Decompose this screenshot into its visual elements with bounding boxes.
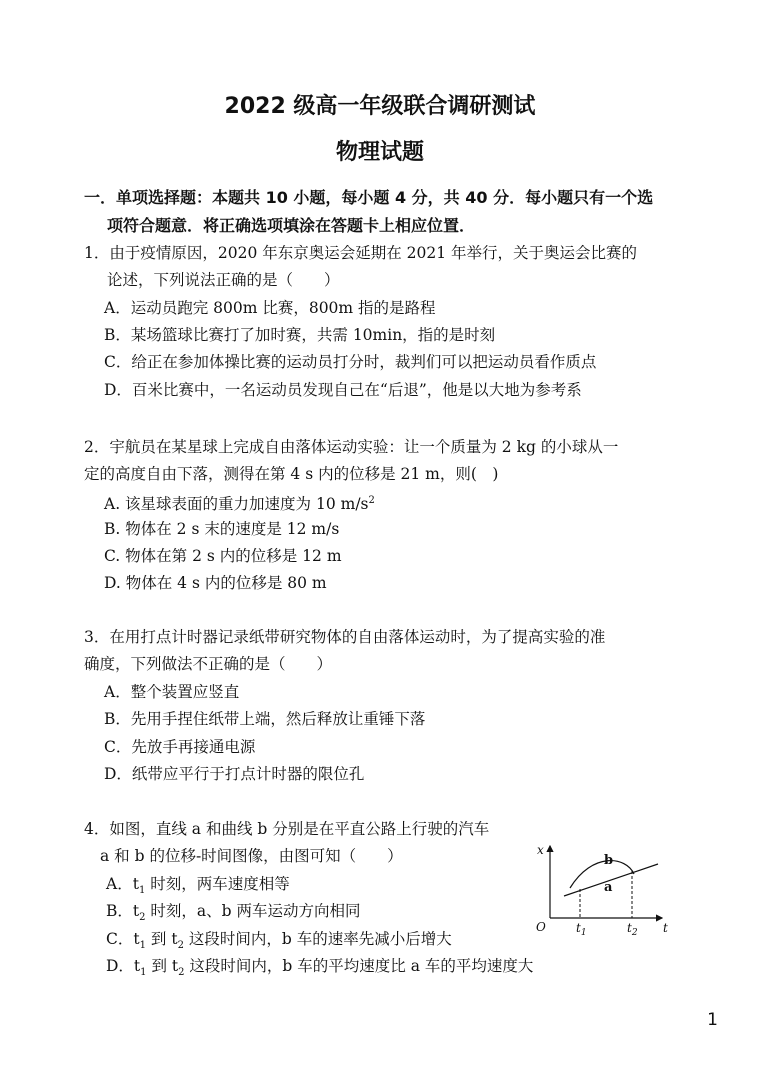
- q1-option-b: B．某场篮球比赛打了加时赛，共需 10min，指的是时刻: [104, 326, 496, 344]
- q4-option-b-sub: 2: [139, 912, 146, 924]
- q1-option-c: C．给正在参加体操比赛的运动员打分时，裁判们可以把运动员看作质点: [104, 353, 597, 371]
- q4-option-b-post: 时刻，a、b 两车运动方向相同: [145, 902, 361, 920]
- q1-option-a: A．运动员跑完 800m 比赛，800m 指的是路程: [104, 299, 436, 317]
- line-a-label: a: [604, 880, 613, 895]
- q1-stem-line2: 论述，下列说法正确的是（ ）: [107, 271, 340, 289]
- q2-option-a-exponent: 2: [368, 495, 375, 506]
- q3-stem-line1: 3．在用打点计时器记录纸带研究物体的自由落体运动时，为了提高实验的准: [84, 628, 606, 646]
- y-axis-label: x: [537, 843, 544, 857]
- x-axis-label: t: [663, 921, 668, 935]
- origin-label: O: [536, 920, 546, 934]
- q4-option-b: [106, 900, 361, 929]
- q4-stem-line1: 4．如图，直线 a 和曲线 b 分别是在平直公路上行驶的汽车: [84, 820, 490, 838]
- curve-b: [570, 861, 634, 888]
- q2-option-a: [104, 490, 375, 515]
- q3-option-d: D．纸带应平行于打点计时器的限位孔: [104, 765, 365, 783]
- position-time-graph: [534, 838, 684, 938]
- q4-option-c-sub2: 2: [177, 940, 184, 952]
- page-subtitle: 物理试题: [335, 140, 424, 165]
- section-heading-line2: 项符合题意．将正确选项填涂在答题卡上相应位置．: [107, 216, 476, 235]
- t2-tick-label: $t_2$: [627, 921, 638, 938]
- q2-option-d: D. 物体在 4 s 内的位移是 80 m: [104, 574, 327, 592]
- q4-option-b-pre: B．t: [106, 902, 140, 920]
- q4-option-d-sub1: 1: [140, 967, 147, 979]
- q4-option-c: [106, 928, 452, 957]
- q2-option-a-text: A. 该星球表面的重力加速度为 10 m/s: [104, 495, 369, 514]
- q4-option-d-post: 这段时间内，b 车的平均速度比 a 车的平均速度大: [184, 957, 534, 975]
- q3-option-c: C．先放手再接通电源: [104, 738, 256, 756]
- q2-option-c: C. 物体在第 2 s 内的位移是 12 m: [104, 547, 342, 565]
- q4-option-d-sub2: 2: [178, 967, 185, 979]
- q4-option-d: [106, 955, 533, 984]
- q4-option-d-pre: D．t: [106, 957, 141, 975]
- t1-tick-label: $t_1$: [576, 921, 587, 938]
- q4-option-c-pre: C．t: [106, 930, 140, 948]
- page-number: 1: [707, 1010, 718, 1030]
- q2-stem-line2: 定的高度自由下落，测得在第 4 s 内的位移是 21 m，则( ): [84, 465, 499, 483]
- q3-option-a: A．整个装置应竖直: [104, 683, 240, 701]
- q1-option-d: D．百米比赛中，一名运动员发现自己在“后退”，他是以大地为参考系: [104, 381, 582, 399]
- q4-option-a: [106, 873, 290, 902]
- curve-b-label: b: [604, 853, 614, 868]
- q4-option-c-sub1: 1: [139, 940, 146, 952]
- q4-option-c-mid: 到 t: [145, 930, 178, 948]
- page-title: 2022 级高一年级联合调研测试: [224, 94, 536, 119]
- q3-option-b: B．先用手捏住纸带上端，然后释放让重锤下落: [104, 710, 426, 728]
- section-heading-line1: 一．单项选择题：本题共 10 小题，每小题 4 分，共 40 分．每小题只有一个选: [84, 188, 654, 207]
- q4-option-a-pre: A．t: [106, 875, 139, 893]
- q3-stem-line2: 确度，下列做法不正确的是（ ）: [84, 655, 333, 673]
- q2-stem-line1: 2．宇航员在某星球上完成自由落体运动实验：让一个质量为 2 kg 的小球从一: [84, 438, 619, 456]
- q1-stem-line1: 1．由于疫情原因，2020 年东京奥运会延期在 2021 年举行，关于奥运会比赛的: [84, 244, 638, 262]
- q4-option-c-post: 这段时间内，b 车的速率先减小后增大: [183, 930, 452, 948]
- q4-stem-line2: a 和 b 的位移-时间图像，由图可知（ ）: [100, 847, 403, 865]
- q4-option-a-post: 时刻，两车速度相等: [145, 875, 290, 893]
- q4-option-a-sub: 1: [138, 885, 146, 897]
- q2-option-b: B. 物体在 2 s 末的速度是 12 m/s: [104, 520, 340, 538]
- q4-option-d-mid: 到 t: [146, 957, 179, 975]
